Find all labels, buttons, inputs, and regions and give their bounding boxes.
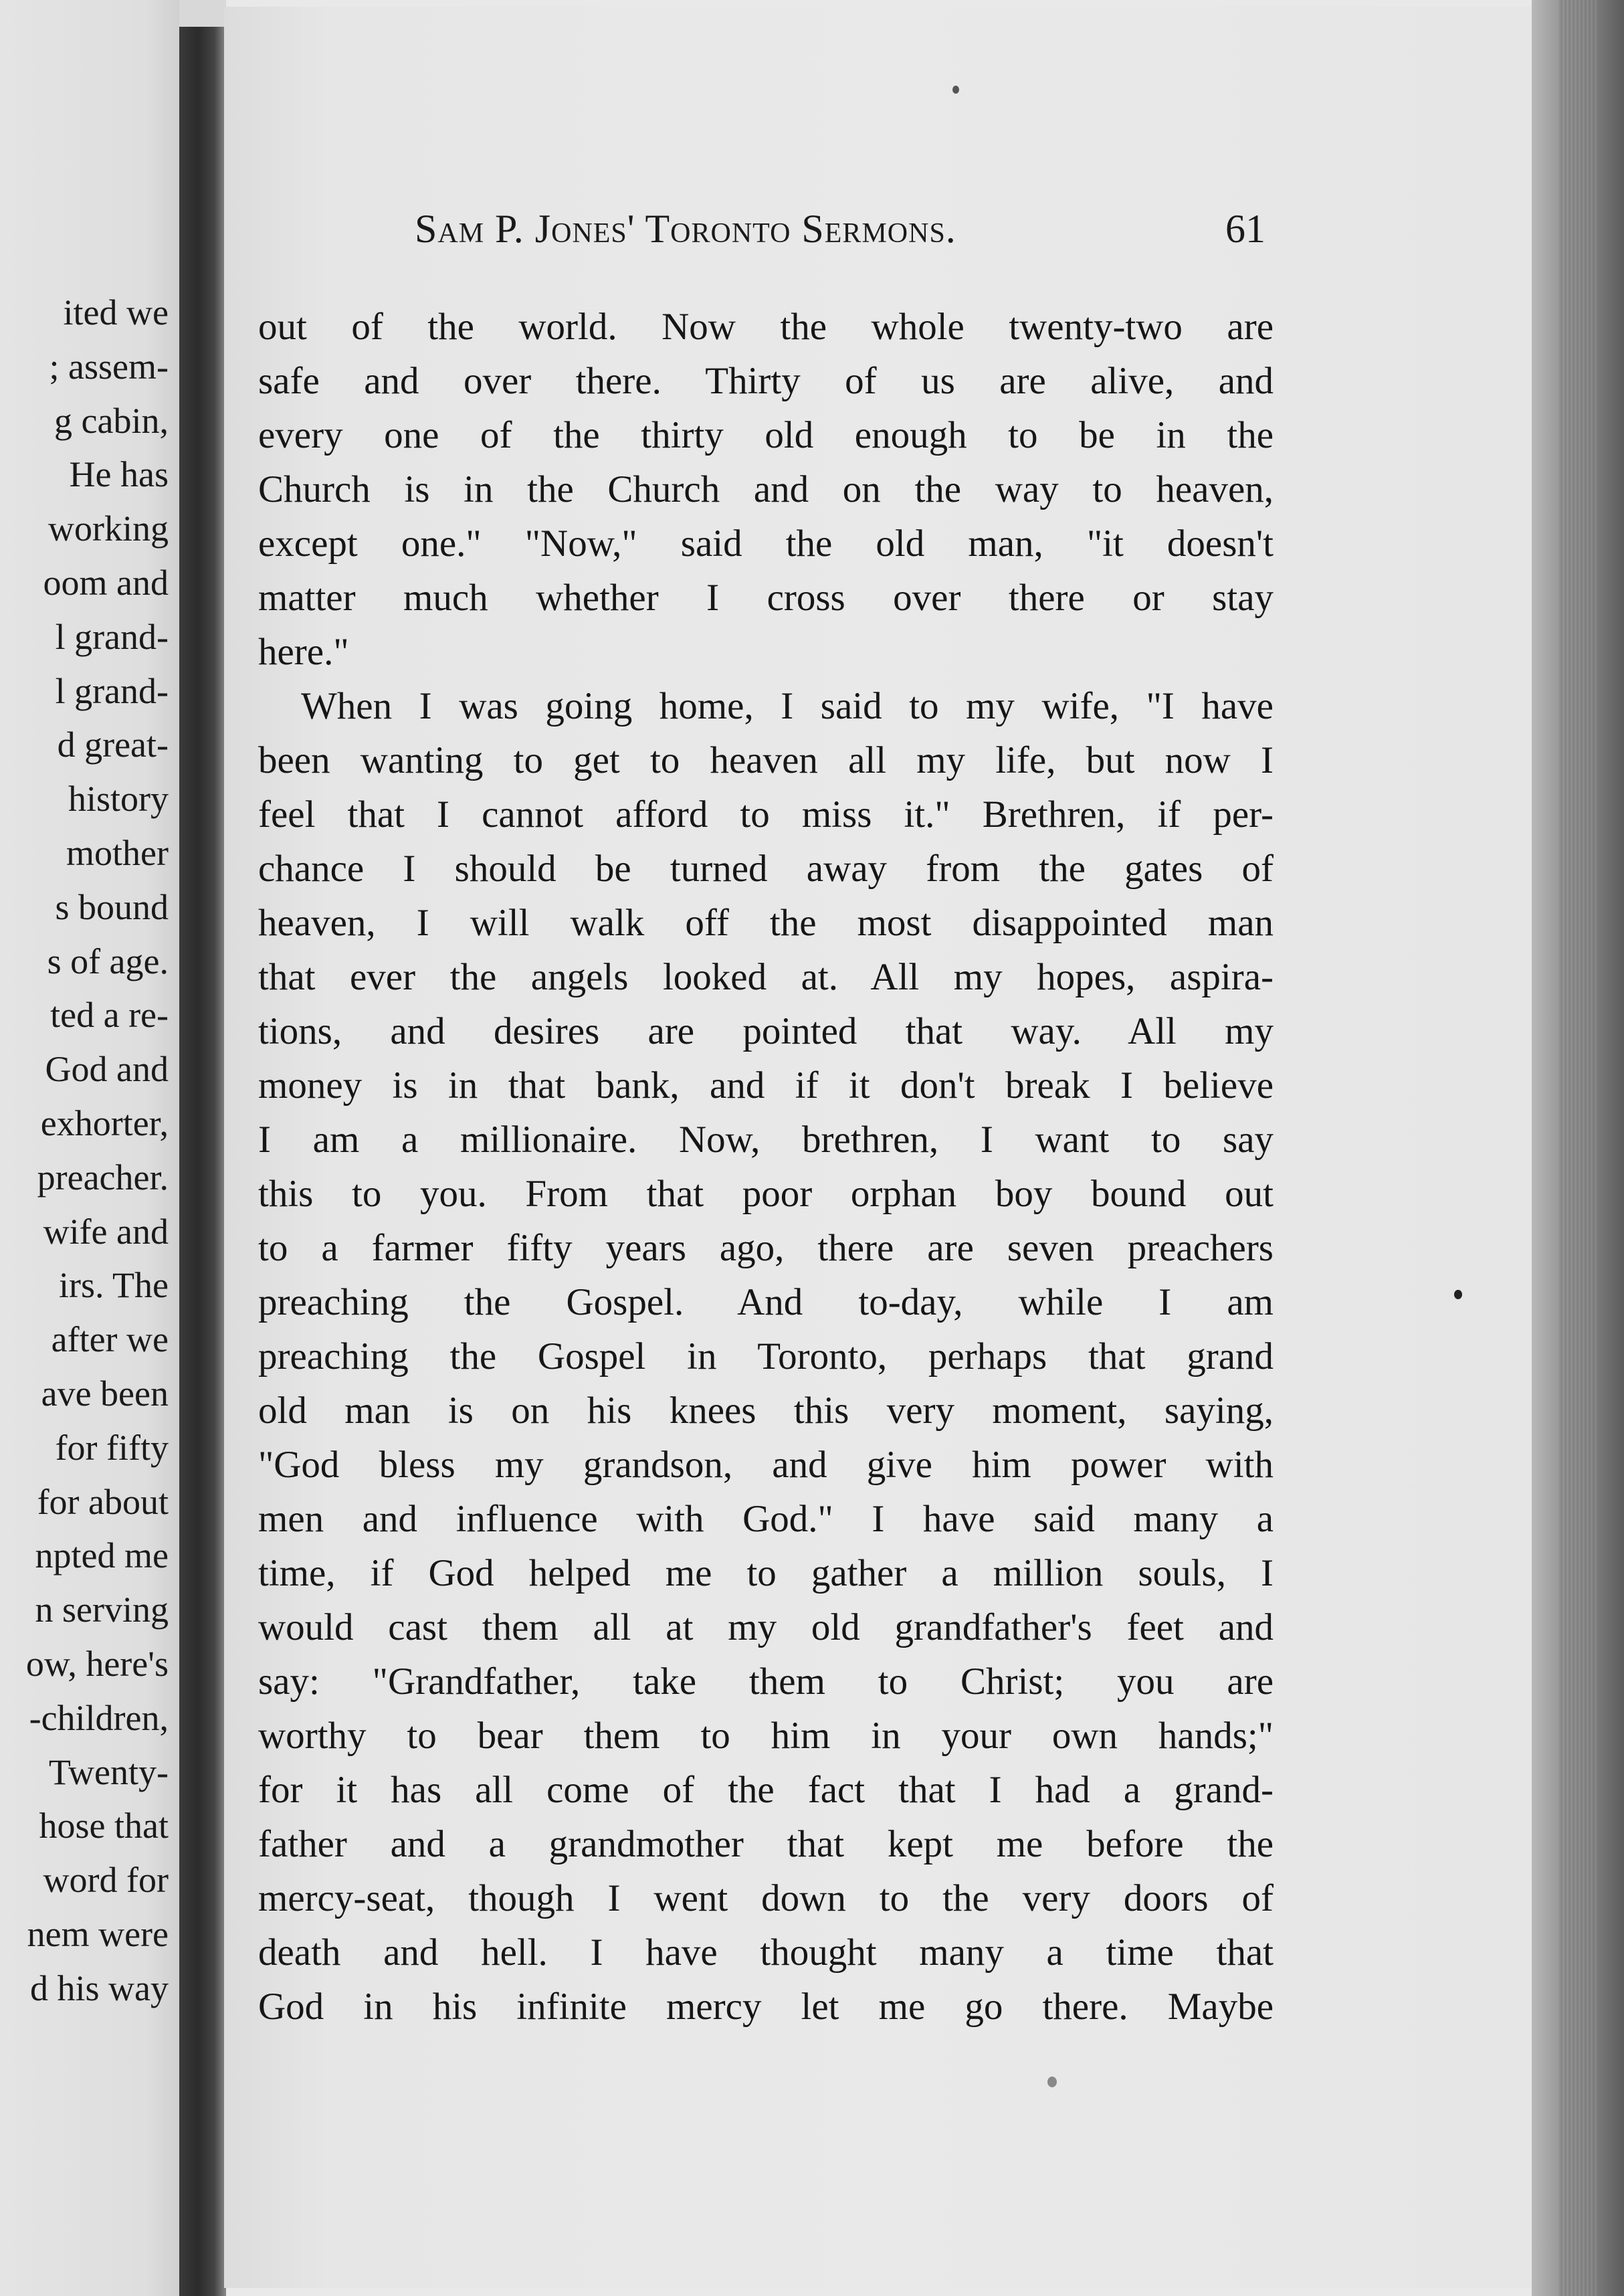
left-page-line: mother <box>66 833 169 873</box>
body-line: mercy-seat, though I went down to the very doors of <box>258 1877 1274 1919</box>
left-page-line: ave been <box>41 1373 169 1414</box>
left-page-line: preacher. <box>37 1157 169 1198</box>
left-page-line: s of age. <box>47 941 169 981</box>
left-page-line: g cabin, <box>54 400 169 441</box>
left-page-line: for fifty <box>55 1427 169 1468</box>
gutter-top <box>179 0 226 27</box>
body-line: money is in that bank, and if it don't break I believe <box>258 1064 1274 1107</box>
body-line: God in his infinite mercy let me go there. Maybe <box>258 1986 1274 2028</box>
left-page-line: npted me <box>35 1535 169 1576</box>
left-page-line: word for <box>43 1860 169 1901</box>
body-line: chance I should be turned away from the gates of <box>258 848 1274 890</box>
speck <box>1454 1290 1462 1299</box>
left-page-line: ow, here's <box>25 1644 169 1684</box>
body-line: "God bless my grandson, and give him power with <box>258 1444 1274 1486</box>
body-line: Church is in the Church and on the way to heaven, <box>258 468 1274 510</box>
left-page-line: irs. The <box>59 1265 169 1306</box>
left-page-line: nem were <box>27 1914 169 1954</box>
page-stack-lines <box>1558 0 1599 2296</box>
body-line: for it has all come of the fact that I had a grand- <box>258 1769 1274 1811</box>
body-line: preaching the Gospel in Toronto, perhaps that grand <box>258 1335 1274 1377</box>
left-facing-page <box>0 0 182 2296</box>
left-page-line: God and <box>45 1049 169 1090</box>
body-line: to a farmer fifty years ago, there are seven preachers <box>258 1227 1274 1269</box>
left-page-line: l grand- <box>55 616 169 657</box>
body-line: tions, and desires are pointed that way. All my <box>258 1010 1274 1052</box>
speck <box>952 86 959 94</box>
book-gutter <box>179 0 226 2296</box>
left-page-line: ited we <box>63 292 169 332</box>
left-page-line: d great- <box>57 725 169 765</box>
body-line: men and influence with God." I have said many a <box>258 1498 1274 1540</box>
left-page-line: n serving <box>35 1590 169 1630</box>
left-page-line: history <box>68 779 169 820</box>
body-line: would cast them all at my old grandfather's feet and <box>258 1606 1274 1648</box>
body-line: When I was going home, I said to my wife, "I have <box>301 685 1274 727</box>
body-line: time, if God helped me to gather a million souls, I <box>258 1552 1274 1594</box>
left-page-line: wife and <box>43 1211 169 1252</box>
left-page-line: hose that <box>39 1806 169 1846</box>
body-text <box>258 300 1274 2034</box>
left-page-line: ; assem- <box>49 346 169 387</box>
left-page-line: -children, <box>29 1697 169 1738</box>
left-page-line: Twenty- <box>48 1751 169 1792</box>
left-page-line: d his way <box>30 1968 169 2008</box>
body-line: that ever the angels looked at. All my hopes, aspira- <box>258 956 1274 998</box>
body-line: worthy to bear them to him in your own hands;" <box>258 1715 1274 1757</box>
body-line: feel that I cannot afford to miss it." Brethren, if per- <box>258 793 1274 836</box>
running-head: Sam P. Jones' Toronto Sermons. <box>415 207 956 251</box>
left-page-line: exhorter, <box>40 1103 169 1143</box>
left-page-line: l grand- <box>55 670 169 711</box>
left-page-line: after we <box>51 1319 169 1360</box>
body-line: this to you. From that poor orphan boy bound out <box>258 1173 1274 1215</box>
body-line: death and hell. I have thought many a time that <box>258 1931 1274 1974</box>
left-page-line: ted a re- <box>50 995 169 1036</box>
body-line: out of the world. Now the whole twenty-two are <box>258 306 1274 348</box>
body-line: heaven, I will walk off the most disappointed man <box>258 902 1274 944</box>
left-page-line: s bound <box>55 886 169 927</box>
page-number: 61 <box>1225 207 1265 251</box>
body-line: preaching the Gospel. And to-day, while I am <box>258 1281 1274 1323</box>
body-line: I am a millionaire. Now, brethren, I want to say <box>258 1119 1274 1161</box>
body-line: father and a grandmother that kept me before the <box>258 1823 1274 1865</box>
left-page-line: for about <box>37 1481 169 1522</box>
speck <box>1047 2077 1057 2087</box>
body-line: say: "Grandfather, take them to Christ; you are <box>258 1660 1274 1703</box>
body-line: except one." "Now," said the old man, "it doesn't <box>258 522 1274 565</box>
body-line: been wanting to get to heaven all my life, but now I <box>258 739 1274 781</box>
body-line: matter much whether I cross over there or stay <box>258 577 1274 619</box>
left-page-line: working <box>48 508 169 549</box>
body-line: every one of the thirty old enough to be in the <box>258 414 1274 456</box>
left-page-line: He has <box>69 454 169 495</box>
body-line: old man is on his knees this very moment, saying, <box>258 1390 1274 1432</box>
body-line: here." <box>258 631 349 673</box>
body-line: safe and over there. Thirty of us are alive, and <box>258 360 1274 402</box>
left-page-line: oom and <box>43 563 169 603</box>
